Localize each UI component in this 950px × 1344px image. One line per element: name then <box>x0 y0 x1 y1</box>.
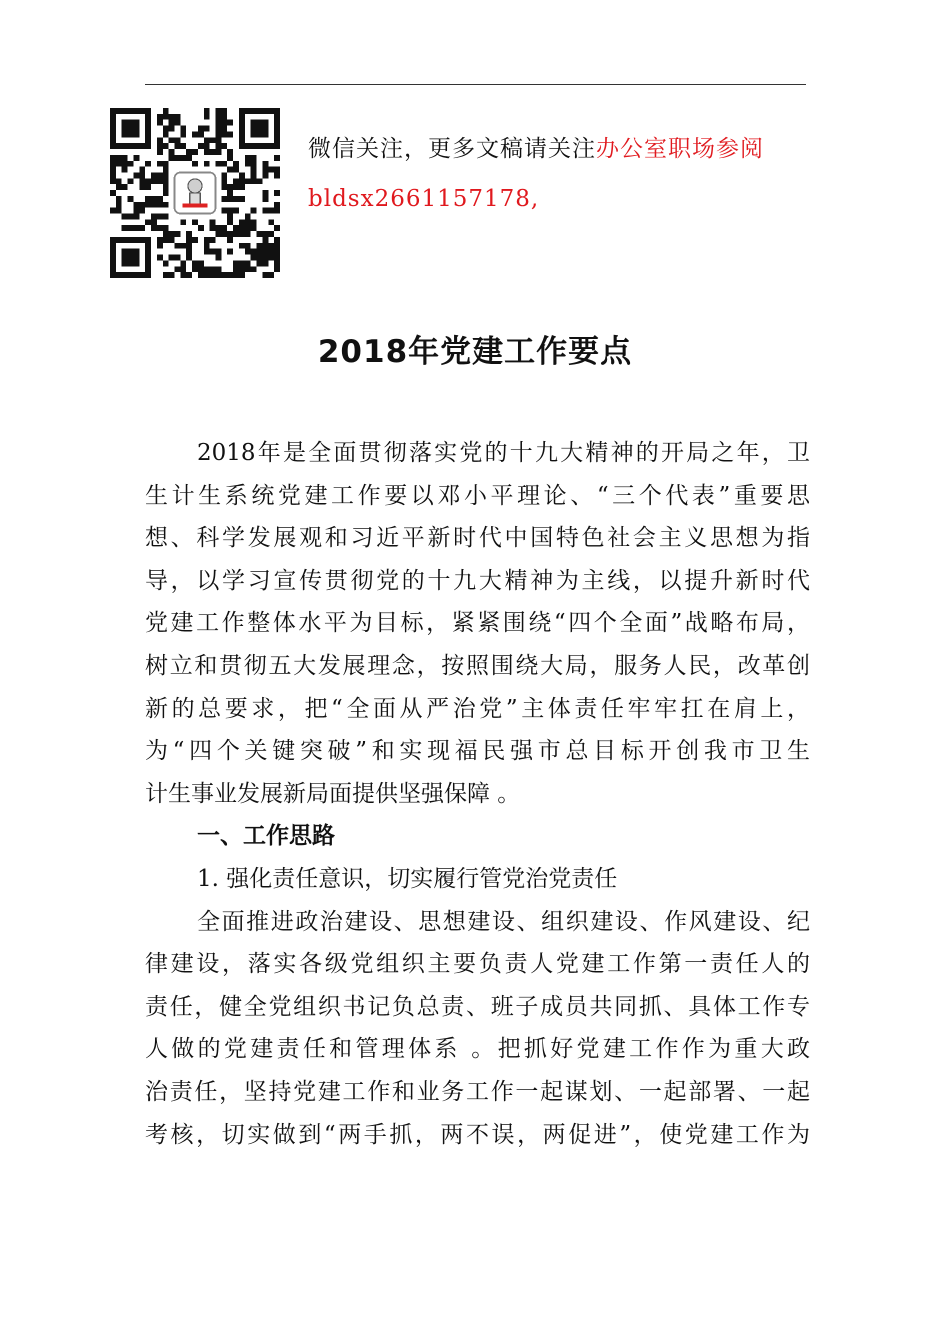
intro-line: 为“四个关键突破”和实现福民强市总目标开创我市卫生 <box>145 738 810 765</box>
paragraph-line: 责任，健全党组织书记负总责、班子成员共同抓、具体工作专 <box>145 993 810 1020</box>
paragraph-line: 考核，切实做到“两手抓，两不误，两促进”，使党建工作为 <box>145 1121 810 1148</box>
intro-line: 想、科学发展观和习近平新时代中国特色社会主义思想为指 <box>145 525 810 552</box>
intro-line: 2018年是全面贯彻落实党的十九大精神的开局之年，卫 <box>197 440 810 466</box>
document-title: 2018年党建工作要点 <box>317 334 633 370</box>
header-account-name: 办公室职场参阅 <box>596 136 764 162</box>
paragraph-line: 全面推进政治建设、思想建设、组织建设、作风建设、纪 <box>197 908 810 935</box>
section-heading: 一、工作思路 <box>197 823 335 850</box>
paragraph-line: 治责任，坚持党建工作和业务工作一起谋划、一起部署、一起 <box>145 1078 810 1105</box>
document-body <box>145 432 810 1156</box>
paragraph-line: 人做的党建责任和管理体系 。把抓好党建工作作为重大政 <box>145 1036 810 1063</box>
intro-line: 党建工作整体水平为目标，紧紧围绕“四个全面”战略布局， <box>145 610 810 637</box>
header-rule <box>145 84 806 85</box>
intro-line: 树立和贯彻五大发展理念，按照围绕大局，服务人民，改革创 <box>145 652 810 679</box>
intro-line: 生计生系统党建工作要以邓小平理论、“三个代表”重要思 <box>145 482 810 509</box>
header-follow-text: 微信关注，更多文稿请关注 <box>308 136 596 162</box>
intro-line: 导，以学习宣传贯彻党的十九大精神为主线，以提升新时代 <box>145 567 810 594</box>
intro-line: 新的总要求，把“全面从严治党”主体责任牢牢扛在肩上， <box>145 695 810 722</box>
paragraph-line: 律建设，落实各级党组织主要负责人党建工作第一责任人的 <box>145 951 810 978</box>
header-line-1 <box>308 134 764 164</box>
intro-line: 计生事业发展新局面提供坚强保障 。 <box>145 780 521 807</box>
subsection-heading: 1. 强化责任意识，切实履行管党治党责任 <box>197 865 618 892</box>
header-account-id: bldsx2661157178, <box>308 186 540 212</box>
wechat-qr-code <box>110 108 280 278</box>
